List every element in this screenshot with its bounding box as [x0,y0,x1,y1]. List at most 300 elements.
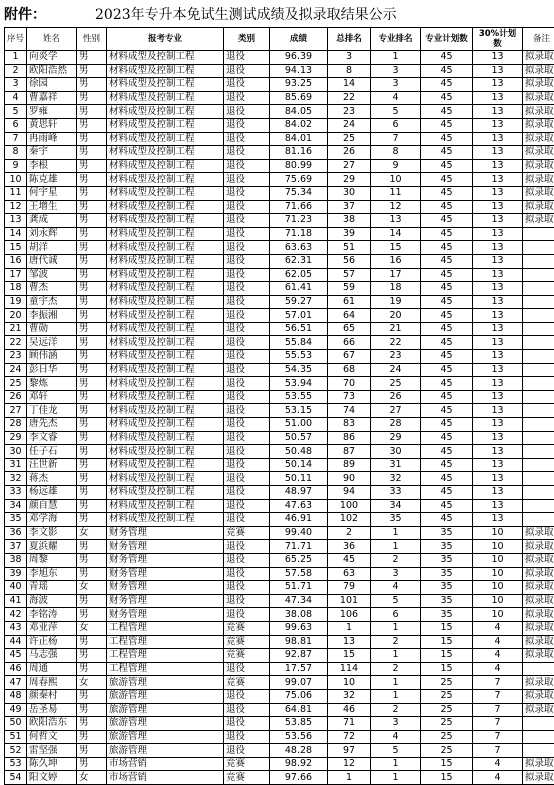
cell-gender: 男 [77,553,107,567]
cell-major-quota: 45 [421,390,473,404]
cell-overall-rank: 56 [328,254,371,268]
cell-quota-30pct: 4 [473,649,523,663]
cell-quota-30pct: 10 [473,553,523,567]
cell-seq: 46 [5,662,27,676]
cell-major-rank: 5 [371,594,421,608]
cell-overall-rank: 12 [328,757,371,771]
cell-score: 62.05 [270,268,328,282]
cell-category: 退役 [224,173,270,187]
cell-gender: 女 [77,581,107,595]
cell-overall-rank: 1 [328,771,371,785]
cell-remark [523,445,554,459]
cell-category: 退役 [224,404,270,418]
cell-major-quota: 25 [421,744,473,758]
cell-remark: 拟录取 [523,594,554,608]
cell-quota-30pct: 7 [473,744,523,758]
cell-name: 阳文婷 [27,771,77,785]
cell-name: 丁佳龙 [27,404,77,418]
cell-major-rank: 1 [371,621,421,635]
table-row [5,499,554,513]
cell-seq: 24 [5,363,27,377]
cell-category: 退役 [224,363,270,377]
table-row [5,309,554,323]
cell-seq: 8 [5,146,27,160]
cell-major: 旅游管理 [107,689,224,703]
cell-major-rank: 2 [371,662,421,676]
cell-overall-rank: 25 [328,132,371,146]
cell-major-rank: 1 [371,526,421,540]
cell-name: 李振湘 [27,309,77,323]
cell-major-quota: 45 [421,350,473,364]
cell-gender: 女 [77,771,107,785]
cell-major: 材料成型及控制工程 [107,322,224,336]
cell-name: 冉雨峰 [27,132,77,146]
table-row [5,295,554,309]
cell-score: 99.63 [270,621,328,635]
cell-gender: 男 [77,268,107,282]
table-row [5,78,554,92]
cell-category: 退役 [224,78,270,92]
cell-overall-rank: 63 [328,567,371,581]
cell-major: 材料成型及控制工程 [107,377,224,391]
cell-major-quota: 35 [421,567,473,581]
cell-category: 退役 [224,472,270,486]
cell-major-quota: 25 [421,717,473,731]
cell-gender: 男 [77,78,107,92]
cell-major-rank: 26 [371,390,421,404]
cell-major-quota: 25 [421,703,473,717]
table-row [5,445,554,459]
cell-gender: 男 [77,336,107,350]
cell-major: 材料成型及控制工程 [107,227,224,241]
cell-major: 材料成型及控制工程 [107,78,224,92]
cell-category: 退役 [224,486,270,500]
cell-category: 退役 [224,105,270,119]
cell-major-quota: 45 [421,431,473,445]
cell-category: 退役 [224,744,270,758]
table-row [5,581,554,595]
cell-name: 邓亚萍 [27,621,77,635]
cell-category: 竞赛 [224,771,270,785]
cell-score: 54.35 [270,363,328,377]
cell-overall-rank: 45 [328,553,371,567]
table-row [5,717,554,731]
table-row [5,91,554,105]
cell-remark: 拟录取 [523,105,554,119]
cell-major: 材料成型及控制工程 [107,64,224,78]
cell-quota-30pct: 4 [473,635,523,649]
cell-category: 退役 [224,51,270,65]
cell-major-rank: 3 [371,64,421,78]
cell-major-quota: 15 [421,635,473,649]
cell-score: 48.97 [270,486,328,500]
table-row [5,336,554,350]
cell-gender: 男 [77,567,107,581]
cell-quota-30pct: 10 [473,594,523,608]
cell-major-quota: 45 [421,200,473,214]
cell-seq: 7 [5,132,27,146]
cell-major-quota: 45 [421,241,473,255]
cell-remark [523,227,554,241]
cell-remark [523,744,554,758]
cell-name: 邓轩 [27,390,77,404]
cell-overall-rank: 101 [328,594,371,608]
cell-name: 黄思轩 [27,118,77,132]
cell-gender: 男 [77,662,107,676]
cell-quota-30pct: 4 [473,621,523,635]
cell-category: 退役 [224,64,270,78]
cell-major-rank: 14 [371,227,421,241]
cell-name: 欧阳浩东 [27,717,77,731]
cell-category: 退役 [224,553,270,567]
cell-score: 57.01 [270,309,328,323]
cell-major-quota: 35 [421,526,473,540]
cell-name: 李铭涛 [27,608,77,622]
cell-seq: 31 [5,458,27,472]
cell-major-quota: 45 [421,146,473,160]
cell-category: 退役 [224,159,270,173]
cell-quota-30pct: 13 [473,282,523,296]
cell-major-rank: 4 [371,730,421,744]
cell-name: 秦宇 [27,146,77,160]
cell-major: 市场营销 [107,757,224,771]
cell-major: 旅游管理 [107,730,224,744]
cell-seq: 17 [5,268,27,282]
cell-major-quota: 45 [421,268,473,282]
cell-name: 岳圣易 [27,703,77,717]
cell-seq: 2 [5,64,27,78]
cell-remark: 拟录取 [523,159,554,173]
column-header-category: 类别 [224,28,270,51]
cell-remark [523,431,554,445]
cell-quota-30pct: 13 [473,431,523,445]
cell-score: 53.94 [270,377,328,391]
cell-category: 竞赛 [224,635,270,649]
cell-quota-30pct: 13 [473,499,523,513]
cell-score: 38.08 [270,608,328,622]
cell-remark: 拟录取 [523,132,554,146]
cell-score: 93.25 [270,78,328,92]
cell-gender: 男 [77,486,107,500]
cell-major-rank: 4 [371,581,421,595]
cell-major-rank: 8 [371,146,421,160]
cell-remark [523,309,554,323]
cell-remark [523,717,554,731]
cell-remark [523,513,554,527]
cell-name: 颜自慧 [27,499,77,513]
cell-major-quota: 45 [421,295,473,309]
cell-name: 王增生 [27,200,77,214]
column-header-remark: 备注 [523,28,554,51]
cell-major: 财务管理 [107,540,224,554]
cell-name: 李文睿 [27,431,77,445]
cell-remark: 拟录取 [523,581,554,595]
cell-remark [523,418,554,432]
table-row [5,662,554,676]
cell-overall-rank: 106 [328,608,371,622]
cell-score: 50.57 [270,431,328,445]
cell-overall-rank: 61 [328,295,371,309]
cell-overall-rank: 39 [328,227,371,241]
cell-major-quota: 45 [421,363,473,377]
cell-score: 46.91 [270,513,328,527]
cell-remark [523,458,554,472]
cell-category: 退役 [224,200,270,214]
cell-remark: 拟录取 [523,771,554,785]
cell-major: 材料成型及控制工程 [107,282,224,296]
cell-major: 材料成型及控制工程 [107,431,224,445]
cell-score: 59.27 [270,295,328,309]
cell-gender: 男 [77,51,107,65]
table-row [5,567,554,581]
cell-major: 材料成型及控制工程 [107,418,224,432]
cell-category: 退役 [224,214,270,228]
cell-quota-30pct: 4 [473,757,523,771]
cell-major-rank: 2 [371,703,421,717]
cell-remark [523,336,554,350]
cell-quota-30pct: 13 [473,390,523,404]
cell-quota-30pct: 13 [473,350,523,364]
cell-category: 退役 [224,146,270,160]
page-title: 2023年专升本免试生测试成绩及拟录取结果公示 [95,4,397,24]
column-header-score: 成绩 [270,28,328,51]
cell-category: 竞赛 [224,757,270,771]
cell-major-quota: 45 [421,78,473,92]
cell-score: 94.13 [270,64,328,78]
cell-gender: 男 [77,458,107,472]
cell-category: 退役 [224,336,270,350]
cell-gender: 男 [77,608,107,622]
cell-quota-30pct: 7 [473,717,523,731]
cell-major: 材料成型及控制工程 [107,309,224,323]
cell-name: 邹波 [27,268,77,282]
cell-major: 材料成型及控制工程 [107,486,224,500]
cell-seq: 16 [5,254,27,268]
cell-gender: 男 [77,757,107,771]
cell-major: 市场营销 [107,771,224,785]
cell-quota-30pct: 13 [473,336,523,350]
cell-gender: 女 [77,621,107,635]
table-row [5,431,554,445]
cell-overall-rank: 73 [328,390,371,404]
table-body [5,51,554,785]
cell-quota-30pct: 13 [473,51,523,65]
cell-quota-30pct: 13 [473,200,523,214]
cell-major: 材料成型及控制工程 [107,445,224,459]
cell-seq: 45 [5,649,27,663]
cell-remark: 拟录取 [523,703,554,717]
cell-major-rank: 24 [371,363,421,377]
cell-score: 50.14 [270,458,328,472]
table-row [5,472,554,486]
cell-score: 99.07 [270,676,328,690]
table-row [5,458,554,472]
cell-quota-30pct: 13 [473,214,523,228]
cell-quota-30pct: 13 [473,91,523,105]
cell-score: 80.99 [270,159,328,173]
page-header [0,0,554,26]
cell-name: 颜秦村 [27,689,77,703]
cell-major-quota: 35 [421,553,473,567]
cell-major-quota: 45 [421,64,473,78]
cell-remark [523,350,554,364]
cell-score: 85.69 [270,91,328,105]
cell-quota-30pct: 10 [473,540,523,554]
cell-gender: 男 [77,118,107,132]
cell-score: 53.15 [270,404,328,418]
cell-major: 旅游管理 [107,717,224,731]
cell-name: 周黎 [27,553,77,567]
cell-major: 材料成型及控制工程 [107,214,224,228]
cell-remark: 拟录取 [523,553,554,567]
cell-overall-rank: 13 [328,635,371,649]
cell-seq: 33 [5,486,27,500]
cell-name: 陈克雄 [27,173,77,187]
cell-remark [523,662,554,676]
cell-gender: 男 [77,717,107,731]
cell-score: 71.23 [270,214,328,228]
cell-major-rank: 32 [371,472,421,486]
cell-remark [523,295,554,309]
cell-major-quota: 45 [421,336,473,350]
cell-quota-30pct: 13 [473,159,523,173]
table-row [5,377,554,391]
cell-major: 财务管理 [107,581,224,595]
cell-major-rank: 2 [371,635,421,649]
cell-name: 雷坚强 [27,744,77,758]
cell-major-rank: 12 [371,200,421,214]
cell-major-quota: 45 [421,118,473,132]
cell-seq: 22 [5,336,27,350]
cell-major-rank: 1 [371,540,421,554]
cell-category: 退役 [224,499,270,513]
cell-overall-rank: 26 [328,146,371,160]
cell-remark [523,241,554,255]
table-row [5,744,554,758]
cell-category: 退役 [224,540,270,554]
cell-major-rank: 28 [371,418,421,432]
cell-seq: 12 [5,200,27,214]
cell-seq: 52 [5,744,27,758]
cell-overall-rank: 90 [328,472,371,486]
cell-overall-rank: 59 [328,282,371,296]
cell-quota-30pct: 13 [473,186,523,200]
table-row [5,513,554,527]
cell-major-quota: 45 [421,472,473,486]
cell-score: 71.66 [270,200,328,214]
cell-major: 旅游管理 [107,703,224,717]
cell-major: 材料成型及控制工程 [107,159,224,173]
cell-seq: 42 [5,608,27,622]
cell-score: 51.00 [270,418,328,432]
cell-overall-rank: 14 [328,78,371,92]
cell-overall-rank: 66 [328,336,371,350]
cell-major: 材料成型及控制工程 [107,254,224,268]
cell-seq: 15 [5,241,27,255]
cell-seq: 13 [5,214,27,228]
cell-score: 97.66 [270,771,328,785]
cell-major: 材料成型及控制工程 [107,268,224,282]
cell-remark: 拟录取 [523,540,554,554]
cell-category: 退役 [224,594,270,608]
cell-remark: 拟录取 [523,200,554,214]
cell-major: 工程管理 [107,635,224,649]
cell-seq: 53 [5,757,27,771]
cell-quota-30pct: 13 [473,418,523,432]
cell-category: 退役 [224,390,270,404]
cell-major-rank: 1 [371,51,421,65]
cell-gender: 男 [77,377,107,391]
table-row [5,703,554,717]
cell-gender: 男 [77,132,107,146]
cell-category: 退役 [224,309,270,323]
cell-gender: 男 [77,241,107,255]
cell-name: 李文影 [27,526,77,540]
table-row [5,363,554,377]
cell-gender: 男 [77,363,107,377]
cell-remark [523,268,554,282]
cell-major-rank: 11 [371,186,421,200]
cell-name: 童宇杰 [27,295,77,309]
cell-score: 50.48 [270,445,328,459]
cell-major-rank: 33 [371,486,421,500]
cell-name: 蒋杰 [27,472,77,486]
cell-gender: 男 [77,703,107,717]
cell-overall-rank: 27 [328,159,371,173]
cell-seq: 23 [5,350,27,364]
cell-gender: 男 [77,540,107,554]
cell-major: 材料成型及控制工程 [107,91,224,105]
cell-remark: 拟录取 [523,214,554,228]
cell-major-rank: 29 [371,431,421,445]
cell-score: 51.71 [270,581,328,595]
cell-remark: 拟录取 [523,186,554,200]
cell-score: 55.84 [270,336,328,350]
cell-major: 材料成型及控制工程 [107,458,224,472]
cell-major-quota: 45 [421,282,473,296]
table-row [5,227,554,241]
cell-score: 53.85 [270,717,328,731]
attachment-label: 附件： [4,4,46,24]
cell-remark [523,322,554,336]
cell-category: 退役 [224,241,270,255]
cell-gender: 男 [77,390,107,404]
cell-gender: 男 [77,91,107,105]
cell-score: 47.63 [270,499,328,513]
cell-name: 李根 [27,159,77,173]
cell-major-rank: 19 [371,295,421,309]
cell-gender: 男 [77,744,107,758]
table-row [5,771,554,785]
cell-overall-rank: 2 [328,526,371,540]
cell-overall-rank: 100 [328,499,371,513]
cell-major: 材料成型及控制工程 [107,200,224,214]
cell-name: 唐先杰 [27,418,77,432]
cell-score: 62.31 [270,254,328,268]
cell-name: 刘永辉 [27,227,77,241]
cell-seq: 39 [5,567,27,581]
cell-seq: 26 [5,390,27,404]
cell-major-rank: 15 [371,241,421,255]
cell-major-rank: 5 [371,105,421,119]
cell-major: 材料成型及控制工程 [107,404,224,418]
cell-category: 退役 [224,282,270,296]
table-row [5,64,554,78]
cell-major-quota: 25 [421,676,473,690]
cell-major-quota: 15 [421,771,473,785]
table-row [5,51,554,65]
cell-quota-30pct: 7 [473,689,523,703]
